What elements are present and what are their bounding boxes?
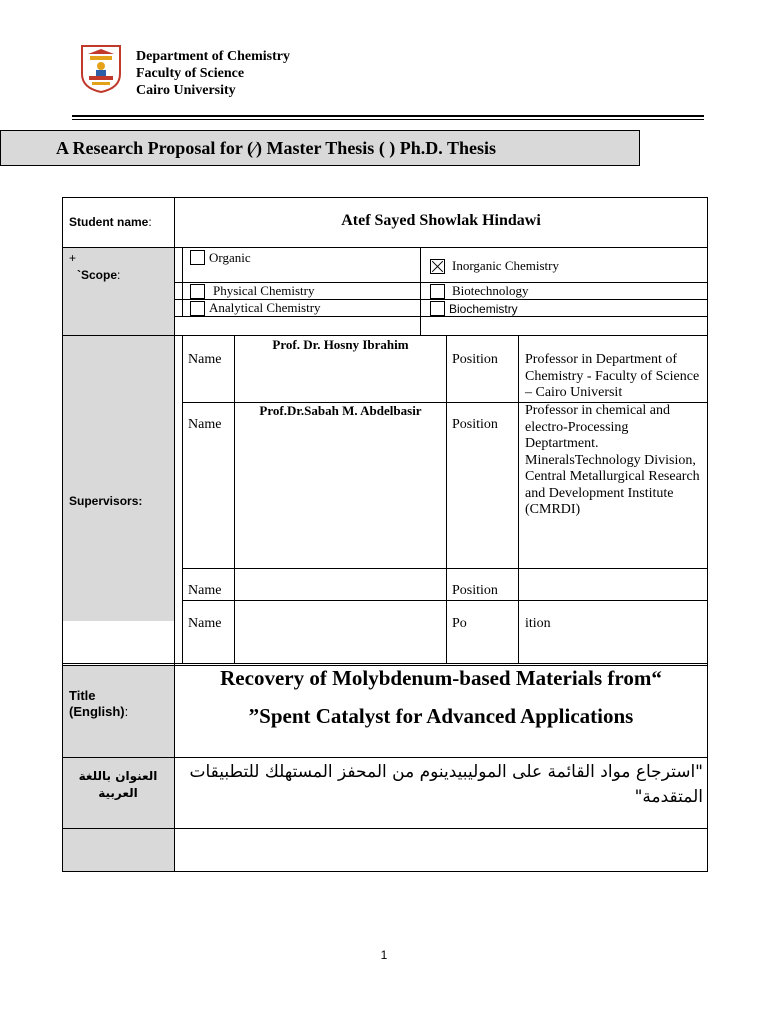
- faculty-name: Faculty of Science: [136, 66, 245, 81]
- scope-inorganic-checkbox[interactable]: [430, 259, 445, 274]
- supervisor-2-position-label: Position: [452, 417, 498, 432]
- student-name-label: Student name:: [69, 215, 152, 229]
- supervisor-1-name-label: Name: [188, 352, 222, 367]
- scope-physical-checkbox[interactable]: [190, 284, 205, 299]
- department-name: Department of Chemistry: [136, 49, 290, 64]
- university-name: Cairo University: [136, 83, 236, 98]
- supervisors-label: Supervisors:: [69, 494, 143, 508]
- supervisor-1-position: Professor in Department of Chemistry - Faculty of Science – Cairo Universit: [525, 352, 700, 400]
- title-english-line-2: ”Spent Catalyst for Advanced Applications: [248, 704, 634, 728]
- cairo-university-logo: [80, 44, 122, 94]
- label-column-shade: [63, 248, 174, 621]
- title-arabic-value: "استرجاع مواد القائمة على الموليبيدينوم من المحفز المستهلك للتطبيقات المتقدمة": [189, 762, 703, 807]
- header-rule-thin: [72, 119, 704, 120]
- proposal-type-banner: A Research Proposal for (∕) Master Thesis ( ) Ph.D. Thesis: [0, 130, 640, 166]
- supervisor-4-position: ition: [525, 616, 551, 631]
- supervisor-4-position-label: Po: [452, 616, 467, 631]
- scope-plus: +: [69, 251, 77, 265]
- supervisor-2-name: Prof.Dr.Sabah M. Abdelbasir: [259, 403, 422, 418]
- supervisor-3-name-label: Name: [188, 583, 222, 598]
- proposal-form-table: [62, 197, 708, 872]
- supervisor-3-position-label: Position: [452, 583, 498, 598]
- scope-organic-checkbox[interactable]: [190, 250, 205, 265]
- scope-biotechnology-checkbox[interactable]: [430, 284, 445, 299]
- header-rule-thick: [72, 115, 704, 117]
- scope-organic-label: Organic: [209, 250, 251, 265]
- scope-biochemistry-label: Biochemistry: [449, 302, 518, 316]
- supervisor-2-name-label: Name: [188, 417, 222, 432]
- scope-inorganic-label: Inorganic Chemistry: [452, 258, 559, 273]
- supervisor-1-name: Prof. Dr. Hosny Ibrahim: [272, 337, 409, 352]
- scope-analytical-checkbox[interactable]: [190, 301, 205, 316]
- scope-physical-label: Physical Chemistry: [213, 283, 315, 298]
- scope-analytical-label: Analytical Chemistry: [209, 300, 321, 315]
- department-header: [136, 48, 290, 99]
- title-english-line-1: Recovery of Molybdenum-based Materials from“: [220, 666, 662, 690]
- supervisor-1-position-label: Position: [452, 352, 498, 367]
- title-english-label: Title (English):: [69, 688, 129, 719]
- supervisor-2-position: Professor in chemical and electro-Processing Deptartment. MineralsTechnology Division, Central Metallurgical Research and Development Institute (CMRDI): [525, 403, 700, 517]
- scope-label: `Scope:: [77, 268, 121, 282]
- page-number: 1: [380, 948, 388, 962]
- title-arabic-label: العنوان باللغة العربية: [78, 769, 158, 800]
- scope-biochemistry-checkbox[interactable]: [430, 301, 445, 316]
- student-name-value: Atef Sayed Showlak Hindawi: [341, 212, 541, 229]
- scope-biotechnology-label: Biotechnology: [452, 283, 529, 298]
- supervisor-4-name-label: Name: [188, 616, 222, 631]
